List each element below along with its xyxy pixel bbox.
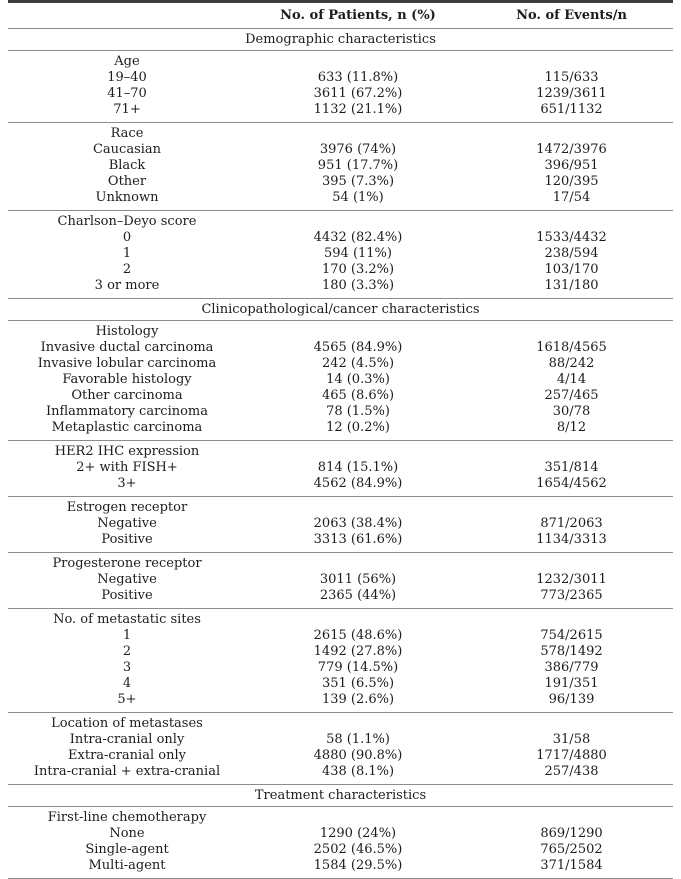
events-value-cell: 30/78 [552,404,591,419]
row-label-cell: 3+ [8,476,246,497]
section-title-row [8,299,673,321]
row-label-cell: Black [108,158,146,173]
patients-value-cell: 3976 (74%) [319,142,397,157]
patients-value-cell: 633 (11.8%) [317,70,399,85]
data-row [8,676,673,692]
group-label-row [8,321,673,341]
data-row [8,460,673,476]
data-row [8,588,673,609]
data-row [8,628,673,644]
data-row [8,858,673,879]
row-label-cell: 1 [122,246,132,261]
events-value-cell: 765/2502 [540,842,603,857]
events-value-cell: 869/1290 [540,826,603,841]
row-label-cell: Invasive lobular carcinoma [37,356,217,371]
section-title: Treatment characteristics [8,785,673,807]
row-label-cell: None [109,826,145,841]
header-row [8,2,673,29]
empty-cell [470,497,673,517]
patients-value-cell: 814 (15.1%) [317,460,399,475]
row-label-cell: 1 [122,628,132,643]
row-label-cell: Other carcinoma [71,388,183,403]
data-row [8,262,673,278]
data-row [8,356,673,372]
patients-value-cell: 2502 (46.5%) [313,842,403,857]
patients-value-cell: 1492 (27.8%) [313,644,403,659]
empty-cell [246,807,470,827]
empty-cell [470,321,673,341]
header-patients-column: No. of Patients, n (%) [246,2,470,29]
events-value-cell: 1717/4880 [536,748,607,763]
group-label: HER2 IHC expression [54,444,200,459]
events-value-cell: 371/1584 [470,858,673,879]
data-row [8,826,673,842]
events-value-cell: 578/1492 [540,644,603,659]
patients-value-cell: 12 (0.2%) [246,420,470,441]
events-value-cell: 1654/4562 [470,476,673,497]
data-row [8,230,673,246]
events-value-cell: 754/2615 [540,628,603,643]
patients-value-cell: 4432 (82.4%) [313,230,403,245]
patients-value-cell: 395 (7.3%) [321,174,395,189]
patients-value-cell: 465 (8.6%) [321,388,395,403]
events-value-cell: 17/54 [470,190,673,211]
group-label-row [8,713,673,733]
events-value-cell: 257/465 [544,388,599,403]
row-label-cell: 2 [122,644,132,659]
data-row [8,516,673,532]
section-title-row [8,785,673,807]
row-label-cell: Caucasian [92,142,162,157]
row-label-cell: Metaplastic carcinoma [8,420,246,441]
group-label: Estrogen receptor [66,500,188,515]
patients-value-cell: 2365 (44%) [246,588,470,609]
data-row [8,476,673,497]
empty-cell [246,497,470,517]
patients-value-cell: 78 (1.5%) [326,404,390,419]
events-value-cell: 115/633 [544,70,599,85]
group-label-row [8,211,673,231]
events-value-cell: 8/12 [470,420,673,441]
events-value-cell: 120/395 [544,174,599,189]
row-label-cell: 71+ [8,102,246,123]
empty-cell [246,51,470,71]
events-value-cell: 1533/4432 [536,230,607,245]
events-value-cell: 103/170 [544,262,599,277]
group-label: Histology [95,324,159,339]
row-label-cell: Positive [8,532,246,553]
patients-value-cell: 4562 (84.9%) [246,476,470,497]
data-row [8,388,673,404]
empty-cell [246,321,470,341]
empty-cell [470,51,673,71]
row-label-cell: Favorable histology [62,372,192,387]
row-label-cell: 3 [122,660,132,675]
events-value-cell: 1239/3611 [536,86,607,101]
patients-value-cell: 779 (14.5%) [317,660,399,675]
row-label-cell: Positive [8,588,246,609]
events-value-cell: 1618/4565 [536,340,607,355]
patients-value-cell: 242 (4.5%) [321,356,395,371]
events-value-cell: 191/351 [544,676,599,691]
patients-value-cell: 4565 (84.9%) [313,340,403,355]
events-value-cell: 238/594 [544,246,599,261]
patients-value-cell: 3313 (61.6%) [246,532,470,553]
events-value-cell: 871/2063 [540,516,603,531]
events-value-cell: 773/2365 [470,588,673,609]
empty-cell [246,123,470,143]
patient-characteristics-table [8,0,673,879]
events-value-cell: 88/242 [548,356,595,371]
data-row [8,572,673,588]
patients-value-cell: 58 (1.1%) [326,732,390,747]
empty-cell [470,807,673,827]
patients-value-cell: 170 (3.2%) [321,262,395,277]
events-value-cell: 651/1132 [470,102,673,123]
empty-cell [246,609,470,629]
data-row [8,732,673,748]
group-label: First-line chemotherapy [47,810,207,825]
row-label-cell: Negative [97,516,157,531]
group-label-row [8,51,673,71]
row-label-cell: Inflammatory carcinoma [45,404,209,419]
data-row [8,372,673,388]
data-row [8,246,673,262]
group-label-row [8,807,673,827]
data-row [8,70,673,86]
row-label-cell: 19–40 [107,70,147,85]
events-value-cell: 257/438 [470,764,673,785]
empty-cell [470,553,673,573]
patients-value-cell: 351 (6.5%) [321,676,395,691]
group-label-row [8,123,673,143]
patients-value-cell: 3611 (67.2%) [313,86,403,101]
row-label-cell: 3 or more [8,278,246,299]
data-row [8,174,673,190]
events-value-cell: 351/814 [544,460,599,475]
data-row [8,158,673,174]
section-title-row [8,29,673,51]
patients-value-cell: 594 (11%) [324,246,392,261]
events-value-cell: 396/951 [544,158,599,173]
group-label-row [8,553,673,573]
row-label-cell: Unknown [8,190,246,211]
events-value-cell: 1232/3011 [536,572,607,587]
group-label: No. of metastatic sites [53,612,201,627]
data-row [8,532,673,553]
events-value-cell: 1134/3313 [470,532,673,553]
group-label-row [8,497,673,517]
group-label: Progesterone receptor [52,556,202,571]
events-value-cell: 4/14 [556,372,587,387]
group-label: Location of metastases [51,716,203,731]
patients-value-cell: 180 (3.3%) [246,278,470,299]
patients-value-cell: 4880 (90.8%) [313,748,403,763]
patients-value-cell: 139 (2.6%) [246,692,470,713]
events-value-cell: 1472/3976 [536,142,607,157]
header-events-column: No. of Events/n [470,2,673,29]
row-label-cell: Intra-cranial + extra-cranial [8,764,246,785]
row-label-cell: Multi-agent [8,858,246,879]
row-label-cell: 2 [122,262,132,277]
group-label: Race [110,126,144,141]
row-label-cell: Other [107,174,147,189]
group-label: Charlson–Deyo score [57,214,197,229]
events-value-cell: 131/180 [470,278,673,299]
patients-value-cell: 54 (1%) [246,190,470,211]
section-title: Demographic characteristics [8,29,673,51]
empty-cell [470,211,673,231]
events-value-cell: 96/139 [470,692,673,713]
data-row [8,86,673,102]
patients-value-cell: 3011 (56%) [319,572,397,587]
data-row [8,278,673,299]
data-row [8,404,673,420]
row-label-cell: 0 [122,230,132,245]
patients-value-cell: 2063 (38.4%) [313,516,403,531]
patients-value-cell: 14 (0.3%) [326,372,390,387]
empty-cell [246,713,470,733]
data-row [8,660,673,676]
header-empty-cell [8,2,246,29]
data-row [8,142,673,158]
data-row [8,644,673,660]
data-row [8,102,673,123]
row-label-cell: Single-agent [85,842,169,857]
empty-cell [246,553,470,573]
data-row [8,748,673,764]
row-label-cell: 41–70 [107,86,147,101]
group-label-row [8,441,673,461]
patients-value-cell: 1584 (29.5%) [246,858,470,879]
table-body [8,29,673,879]
empty-cell [470,123,673,143]
group-label-row [8,609,673,629]
row-label-cell: Negative [97,572,157,587]
patients-value-cell: 1132 (21.1%) [246,102,470,123]
section-title: Clinicopathological/cancer characteristics [8,299,673,321]
row-label-cell: Intra-cranial only [69,732,185,747]
row-label-cell: 2+ with FISH+ [76,460,178,475]
empty-cell [246,211,470,231]
data-row [8,842,673,858]
empty-cell [470,713,673,733]
empty-cell [246,441,470,461]
row-label-cell: Invasive ductal carcinoma [40,340,214,355]
patients-value-cell: 438 (8.1%) [246,764,470,785]
empty-cell [470,441,673,461]
patients-value-cell: 1290 (24%) [319,826,397,841]
empty-cell [470,609,673,629]
events-value-cell: 31/58 [552,732,591,747]
data-row [8,692,673,713]
patients-value-cell: 2615 (48.6%) [313,628,403,643]
patients-value-cell: 951 (17.7%) [317,158,399,173]
row-label-cell: Extra-cranial only [68,748,186,763]
data-row [8,420,673,441]
data-row [8,340,673,356]
data-row [8,764,673,785]
data-row [8,190,673,211]
row-label-cell: 5+ [8,692,246,713]
row-label-cell: 4 [122,676,132,691]
group-label: Age [114,54,140,69]
events-value-cell: 386/779 [544,660,599,675]
